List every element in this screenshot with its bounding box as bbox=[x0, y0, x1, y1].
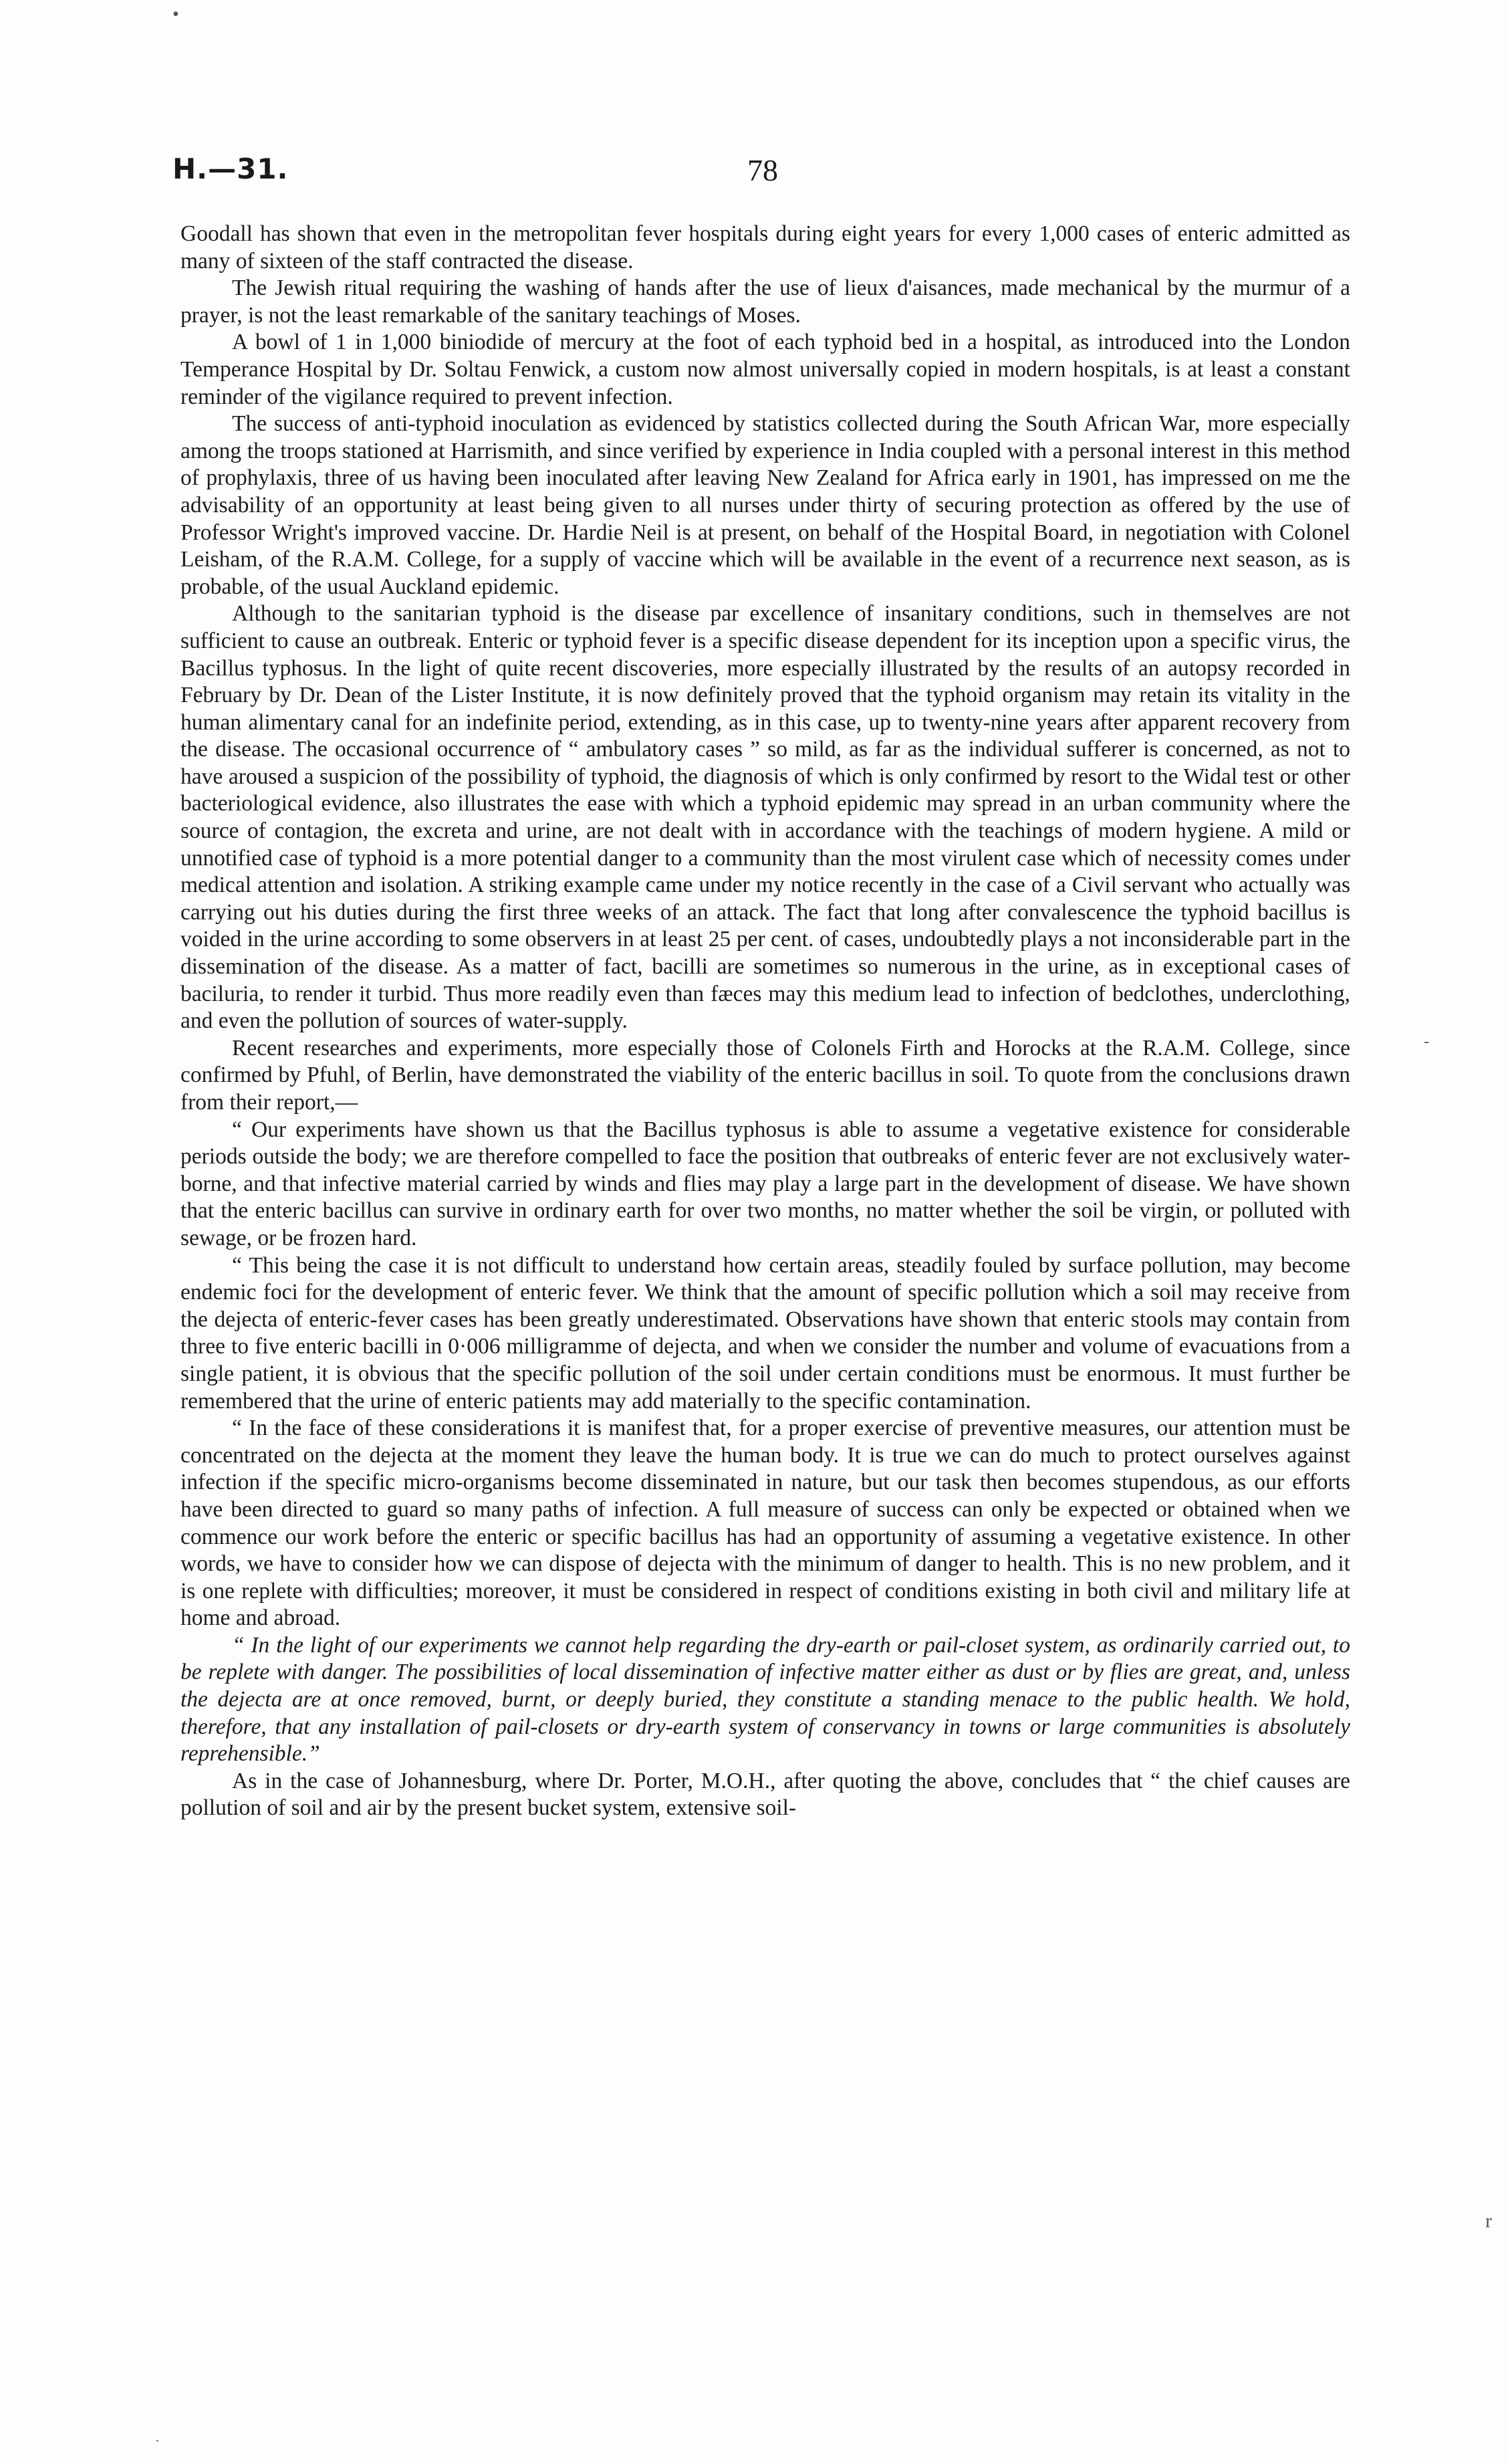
margin-mark-top: • bbox=[172, 4, 179, 25]
quote-endemic-foci: “ This being the case it is not difficult to understand how certain areas, steadily fouled by surface pollution, may become endemic foci for the development of enteric fever. We think that the amount of specific pollution which a soil may receive from the dejecta of enteric-fever cases has been greatly underestimated. Observations have shown that enteric stools may contain from three to five enteric bacilli in 0·006 milligramme of dejecta, and when we consider the number and volume of evacuations from a single patient, it is obvious that the specific pollution of the soil under certain conditions must be enormous. It must further be remembered that the urine of enteric patients may add materially to the specific contamination. bbox=[180, 1252, 1350, 1414]
paragraph-johannesburg: As in the case of Johannesburg, where Dr. Porter, M.O.H., after quoting the above, concludes that “ the chief causes are pollution of soil and air by the present bucket system, extensive soil- bbox=[180, 1768, 1350, 1821]
paragraph-goodall: Goodall has shown that even in the metropolitan fever hospitals during eight years for every 1,000 cases of enteric admitted as many of sixteen of the staff contracted the disease. bbox=[180, 221, 1350, 273]
quote-preventive-measures: “ In the face of these considerations it is manifest that, for a proper exercise of preventive measures, our attention must be concentrated on the dejecta at the moment they leave the human body. It is true we can do much to protect ourselves against infection if the specific micro-organisms become disseminated in nature, but our task then becomes stupendous, as our efforts have been directed to guard so many paths of infection. A full measure of success can only be expected or obtained when we commence our work before the enteric or specific bacillus has had an opportunity of assuming a vegetative existence. In other words, we have to consider how we can dispose of dejecta with the minimum of danger to health. This is no new problem, and it is one replete with difficulties; moreover, it must be considered in respect of conditions existing in both civil and military life at home and abroad. bbox=[180, 1416, 1350, 1631]
paragraph-jewish-ritual: The Jewish ritual requiring the washing of hands after the use of lieux d'aisances, made mechanical by the murmur of a prayer, is not the least remarkable of the sanitary teachings of Moses. bbox=[180, 275, 1350, 328]
quote-dry-earth-system: “ In the light of our experiments we cannot help regarding the dry-earth or pail-closet system, as ordinarily carried out, to be replete with danger. The possibilities of local dissemination of infective matter either as dust or by flies are great, and, unless the dejecta are at once removed, burnt, or deeply buried, they constitute a standing menace to the public health. We hold, therefore, that any installation of pail-closets or dry-earth system of conservancy in towns or large communities is absolutely reprehensible.” bbox=[180, 1632, 1350, 1767]
page-header bbox=[172, 152, 1361, 199]
margin-mark-right-lower: r bbox=[1485, 2210, 1492, 2232]
paragraph-typhoid-sanitarian: Although to the sanitarian typhoid is the disease par excellence of insanitary conditions, such in themselves are not sufficient to cause an outbreak. Enteric or typhoid fever is a specific disease dependent for its inception upon a specific virus, the Bacillus typhosus. In the light of quite recent discoveries, more especially illustrated by the results of an autopsy recorded in February by Dr. Dean of the Lister Institute, it is now definitely proved that the typhoid organism may retain its vitality in the human alimentary canal for an indefinite period, extending, as in this case, up to twenty-nine years after apparent recovery from the disease. The occasional occurrence of “ ambulatory cases ” so mild, as far as the individual sufferer is concerned, as not to have aroused a suspicion of the possibility of typhoid, the diagnosis of which is only confirmed by resort to the Widal test or other bacteriological evidence, also illustrates the ease with which a typhoid epidemic may spread in an urban community where the source of contagion, the excreta and urine, are not dealt with in accordance with the teachings of modern hygiene. A mild or unnotified case of typhoid is a more potential danger to a community than the most virulent case which of necessity comes under medical attention and isolation. A striking example came under my notice recently in the case of a Civil servant who actually was carrying out his duties during the first three weeks of an attack. The fact that long after convalescence the typhoid bacillus is voided in the urine according to some observers in at least 25 per cent. of cases, undoubtedly plays a not inconsiderable part in the dissemination of the disease. As a matter of fact, bacilli are sometimes so numerous in the urine, as in exceptional cases of baciluria, to render it turbid. Thus more readily even than fæces may this medium lead to infection of bedclothes, underclothing, and even the pollution of sources of water-supply. bbox=[180, 601, 1350, 1034]
paragraph-inoculation: The success of anti-typhoid inoculation as evidenced by statistics collected during the South African War, more especially among the troops stationed at Harrismith, and since verified by experience in India coupled with a personal interest in this method of prophylaxis, three of us having been inoculated after leaving New Zealand for Africa early in 1901, has impressed on me the advisability of an opportunity at least being given to all nurses under thirty of securing protection as offered by the use of Professor Wright's improved vaccine. Dr. Hardie Neil is at present, on behalf of the Hospital Board, in negotiation with Colonel Leisham, of the R.A.M. College, for a supply of vaccine which will be available in the event of a recurrence next season, as is probable, of the usual Auckland epidemic. bbox=[180, 411, 1350, 599]
quote-experiments: “ Our experiments have shown us that the Bacillus typhosus is able to assume a vegetative existence for considerable periods outside the body; we are therefore compelled to face the position that outbreaks of enteric fever are not exclusively water-borne, and that infective material carried by winds and flies may play a large part in the development of disease. We have shown that the enteric bacillus can survive in ordinary earth for over two months, no matter whether the soil be virgin, or polluted with sewage, or be frozen hard. bbox=[180, 1117, 1350, 1250]
margin-mark-right: - bbox=[1424, 1033, 1429, 1050]
page-number: 78 bbox=[747, 153, 778, 187]
body-text bbox=[180, 221, 1350, 1822]
paragraph-biniodide-bowl: A bowl of 1 in 1,000 biniodide of mercury at the foot of each typhoid bed in a hospital, as introduced into the London Temperance Hospital by Dr. Soltau Fenwick, a custom now almost universally copied in modern hospitals, is at least a constant reminder of the vigilance required to prevent infection. bbox=[180, 330, 1350, 409]
paragraph-recent-researches: Recent researches and experiments, more especially those of Colonels Firth and Horocks at the R.A.M. College, since confirmed by Pfuhl, of Berlin, have demonstrated the viability of the enteric bacillus in soil. To quote from the conclusions drawn from their report,— bbox=[180, 1035, 1350, 1115]
document-code: H.—31. bbox=[172, 152, 289, 185]
margin-mark-bottom: · bbox=[155, 2434, 160, 2449]
